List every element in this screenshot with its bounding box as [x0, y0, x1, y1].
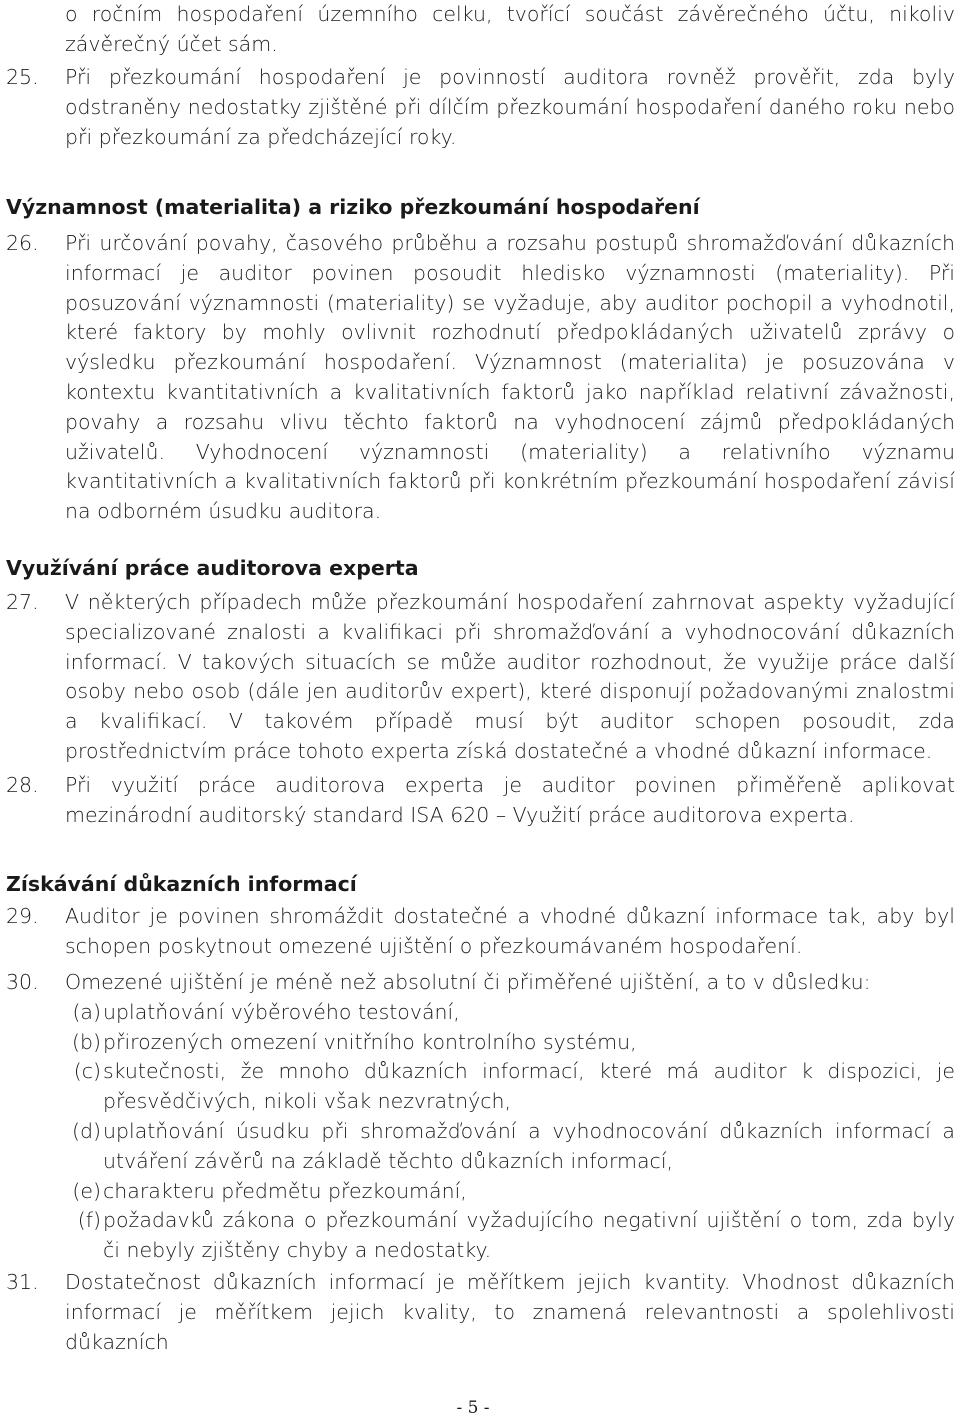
paragraph-31 [0, 1268, 955, 1357]
paragraph-number: 28. [6, 773, 39, 797]
list-item-text: charakteru předmětu přezkoumání, [103, 1178, 467, 1203]
list-item-text: přirozených omezení vnitřního kontrolního systému, [103, 1029, 637, 1054]
paragraph-text: Auditor je povinen shromáždit dostatečné a vhodné důkazní informace tak, aby byl schopen poskytnout omezené ujištění o přezkoumávaném hospodaření. [65, 904, 955, 958]
paragraph-number: 25. [6, 65, 39, 89]
paragraph-27 [0, 588, 955, 767]
section-heading-materiality: Významnost (materialita) a riziko přezkoumání hospodaření [6, 195, 700, 219]
paragraph-number: 30. [6, 970, 39, 994]
section-heading-expert: Využívání práce auditorova experta [6, 556, 419, 580]
paragraph-text: Při využití práce auditorova experta je auditor povinen přiměřeně aplikovat mezinárodní auditorský standard ISA 620 – Využití práce auditorova experta. [65, 773, 955, 827]
page-number-footer [0, 1397, 960, 1419]
paragraph-28 [0, 771, 955, 831]
list-item-label: (c) [73, 1059, 101, 1084]
paragraph-number: 29. [6, 904, 39, 928]
paragraph-text: Při určování povahy, časového průběhu a rozsahu postupů shromažďování důkazních informací je auditor povinen posoudit hledisko významnosti (materiality). Při posuzování významnosti (materiality) se vyžaduje, aby auditor pochopil a vyhodnotil, které faktory by mohly ovlivnit rozhodnutí předpokládaných uživatelů zprávy o výsledku přezkoumání hospodaření. Významnost (materialita) je posuzována v kontextu kvantitativních a kvalitativních faktorů jako například relativní závažnosti, povahy a rozsahu vlivu těchto faktorů na vyhodnocení zájmů předpokládaných uživatelů. Vyhodnocení významnosti (materiality) a relativního významu kvantitativních a kvalitativních faktorů při konkrétním přezkoumání hospodaření závisí na odborném úsudku auditora. [65, 231, 955, 524]
paragraph-text: Dostatečnost důkazních informací je měřítkem jejich kvantity. Vhodnost důkazních informací je měřítkem jejich kvality, to znamená relevantnosti a spolehlivosti důkazních [65, 1270, 955, 1354]
list-item [65, 1117, 955, 1177]
reason-list [65, 998, 955, 1266]
section-heading-evidence: Získávání důkazních informací [6, 872, 357, 896]
list-item-label: (d) [71, 1118, 101, 1143]
paragraph-number: 31. [6, 1270, 39, 1294]
list-item [65, 1206, 955, 1266]
paragraph-26 [0, 229, 955, 527]
list-item-label: (f) [77, 1208, 101, 1233]
list-item [65, 1177, 955, 1207]
list-item [65, 1057, 955, 1117]
list-item [65, 998, 955, 1028]
list-item-label: (a) [72, 999, 101, 1024]
paragraph-25 [0, 63, 955, 152]
paragraph-30 [0, 968, 955, 1266]
paragraph-text: Při přezkoumání hospodaření je povinností auditora rovněž prověřit, zda byly odstraněny nedostatky zjištěné při dílčím přezkoumání hospodaření daného roku nebo při přezkoumání za předcházející roky. [65, 65, 955, 149]
list-item-text: uplatňování úsudku při shromažďování a vyhodnocování důkazních informací a utváření závěrů na základě těchto důkazních informací, [103, 1118, 955, 1173]
list-item-text: skutečnosti, že mnoho důkazních informací, které má auditor k dispozici, je přesvědčivých, nikoli však nezvratných, [103, 1059, 955, 1114]
list-item-text: požadavků zákona o přezkoumání vyžadujícího negativní ujištění o tom, zda byly či nebyly zjištěny chyby a nedostatky. [103, 1208, 955, 1263]
paragraph-29 [0, 902, 955, 962]
continuation-paragraph: o ročním hospodaření územního celku, tvořící součást závěrečného účtu, nikoliv závěrečný účet sám. [65, 2, 955, 56]
list-item-label: (b) [71, 1029, 101, 1054]
list-item [65, 1028, 955, 1058]
page-number: - 5 - [456, 1398, 490, 1418]
list-item-label: (e) [72, 1178, 101, 1203]
list-item-text: uplatňování výběrového testování, [103, 999, 460, 1024]
paragraph-number: 27. [6, 590, 39, 614]
paragraph-text: V některých případech může přezkoumání hospodaření zahrnovat aspekty vyžadující specializované znalosti a kvalifikaci při shromažďování a vyhodnocování důkazních informací. V takových situacích se může auditor rozhodnout, že využije práce další osoby nebo osob (dále jen auditorův expert), které disponují požadovanými znalostmi a kvalifikací. V takovém případě musí být auditor schopen posoudit, zda prostřednictvím práce tohoto experta získá dostatečné a vhodné důkazní informace. [65, 590, 955, 763]
paragraph-number: 26. [6, 231, 39, 255]
paragraph-text: Omezené ujištění je méně než absolutní či přiměřené ujištění, a to v důsledku: [65, 970, 871, 994]
